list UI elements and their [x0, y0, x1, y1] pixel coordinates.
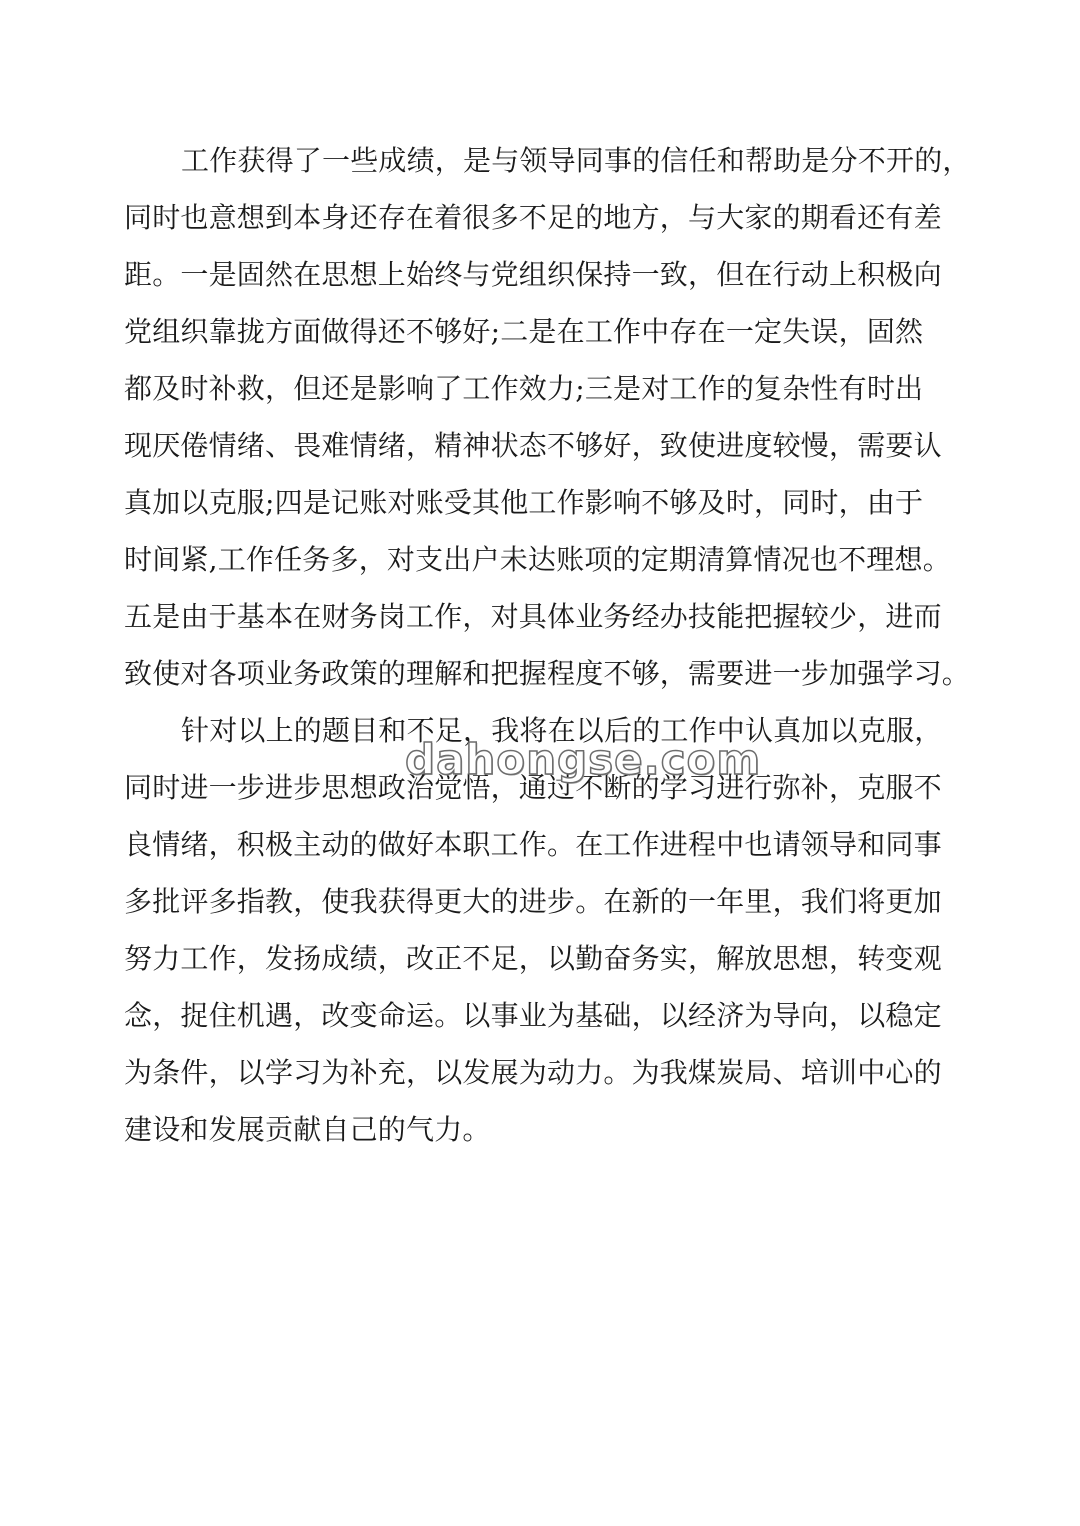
paragraph-line: 距。一是固然在思想上始终与党组织保持一致，但在行动上积极向: [124, 258, 942, 291]
document-body: [124, 132, 974, 1158]
paragraph-line: 为条件，以学习为补充，以发展为动力。为我煤炭局、培训中心的: [124, 1056, 942, 1089]
paragraph-line: 建设和发展贡献自己的气力。: [124, 1113, 491, 1146]
paragraph-1: [124, 132, 974, 702]
paragraph-line: 努力工作，发扬成绩，改正不足，以勤奋务实，解放思想，转变观: [124, 942, 942, 975]
paragraph-line: 多批评多指教，使我获得更大的进步。在新的一年里，我们将更加: [124, 885, 942, 918]
paragraph-line: 念，捉住机遇，改变命运。以事业为基础，以经济为导向，以稳定: [124, 999, 942, 1032]
paragraph-line: 五是由于基本在财务岗工作，对具体业务经办技能把握较少，进而: [124, 600, 942, 633]
paragraph-line: 真加以克服;四是记账对账受其他工作影响不够及时，同时，由于: [124, 486, 924, 519]
paragraph-line: 都及时补救，但还是影响了工作效力;三是对工作的复杂性有时出: [124, 372, 924, 405]
paragraph-line: 党组织靠拢方面做得还不够好;二是在工作中存在一定失误，固然: [124, 315, 924, 348]
watermark-text: dahongse.com: [405, 735, 762, 784]
paragraph-line: 良情绪，积极主动的做好本职工作。在工作进程中也请领导和同事: [124, 828, 942, 861]
paragraph-2: [124, 702, 974, 1158]
paragraph-line: 同时进一步进步思想政治觉悟，通过不断的学习进行弥补，克服不: [124, 771, 942, 804]
paragraph-line: 针对以上的题目和不足，我将在以后的工作中认真加以克服，: [181, 714, 943, 747]
paragraph-line: 现厌倦情绪、畏难情绪，精神状态不够好，致使进度较慢，需要认: [124, 429, 942, 462]
paragraph-line: 时间紧,工作任务多，对支出户未达账项的定期清算情况也不理想。: [124, 543, 951, 576]
paragraph-line: 工作获得了一些成绩，是与领导同事的信任和帮助是分不开的，: [181, 144, 971, 177]
paragraph-line: 同时也意想到本身还存在着很多不足的地方，与大家的期看还有差: [124, 201, 942, 234]
paragraph-line: 致使对各项业务政策的理解和把握程度不够，需要进一步加强学习。: [124, 657, 971, 690]
